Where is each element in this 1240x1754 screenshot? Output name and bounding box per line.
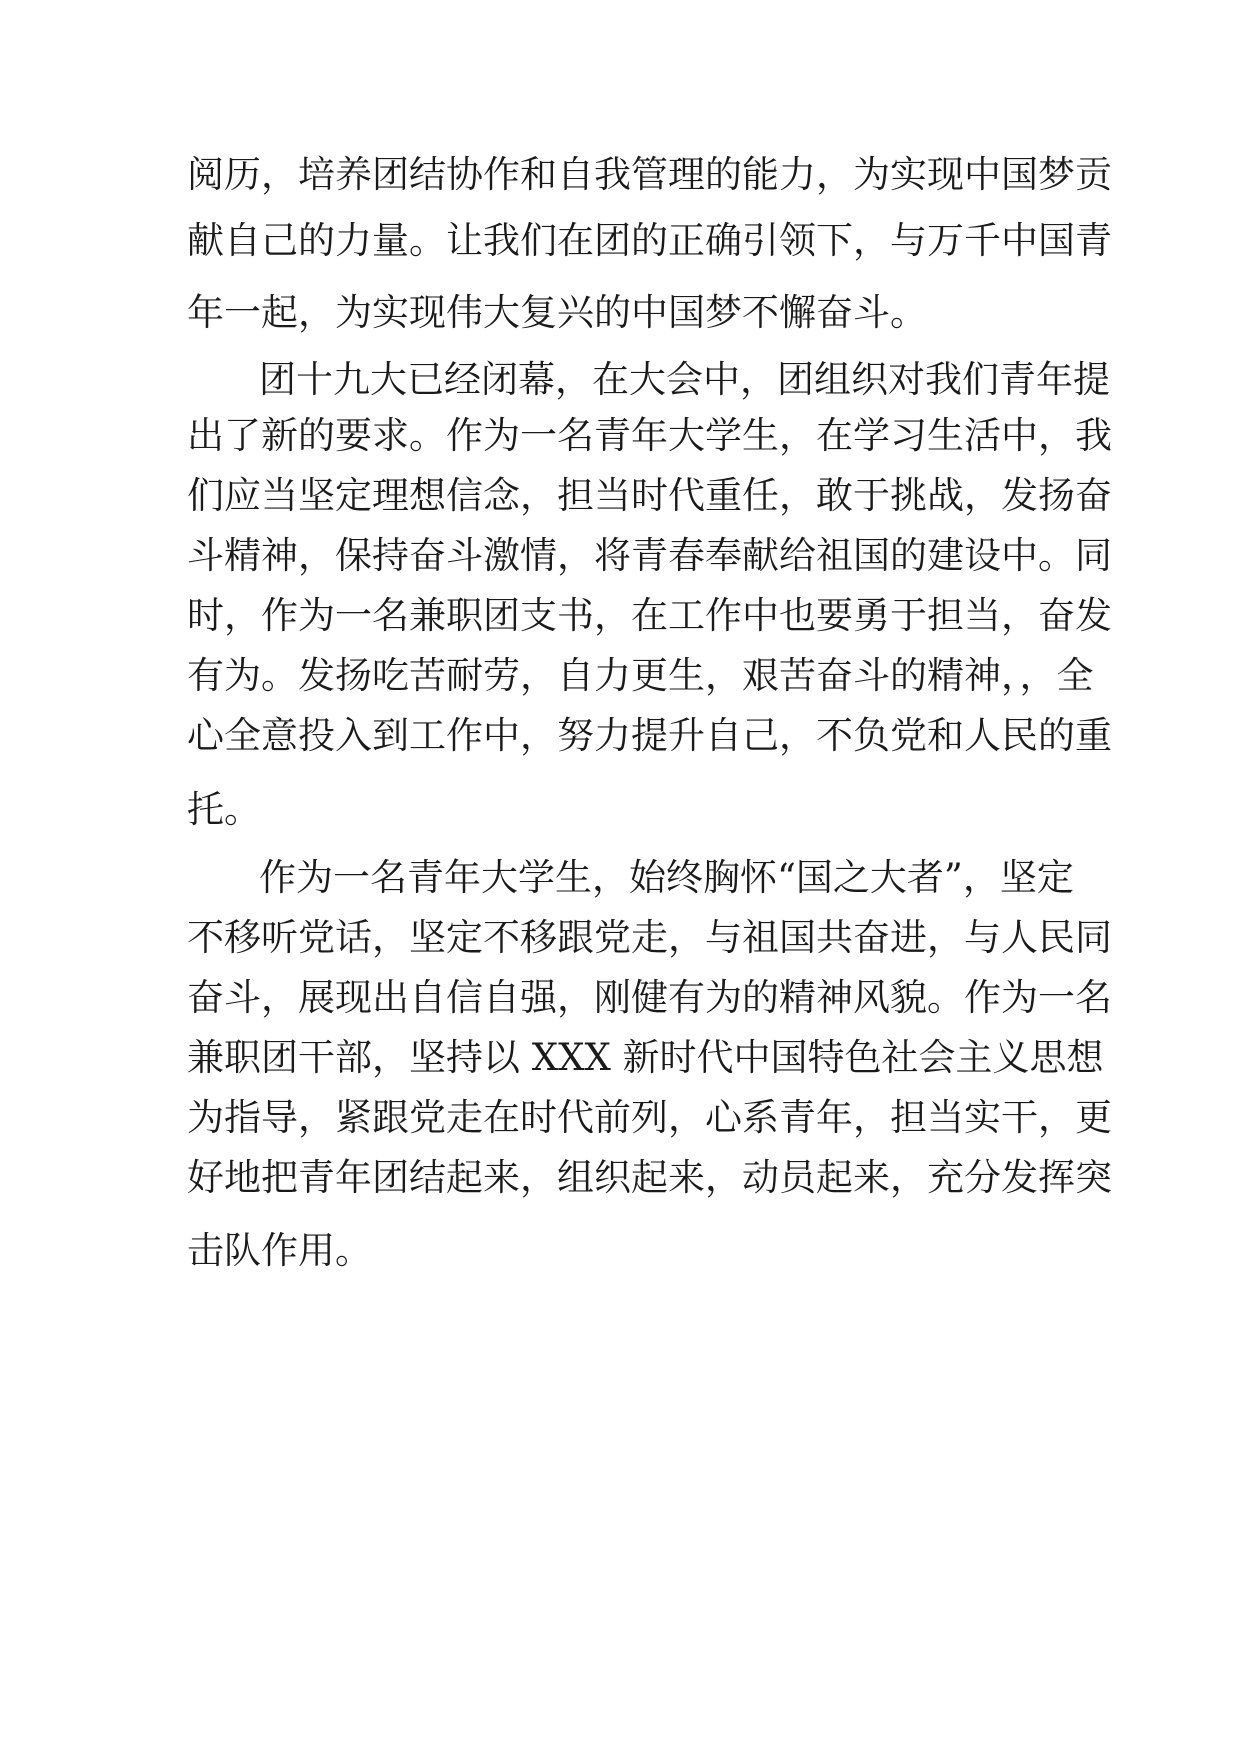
- text-line: 阅历，培养团结协作和自我管理的能力，为实现中国梦贡: [187, 153, 1112, 196]
- text-line: 斗精神，保持奋斗激情，将青春奉献给祖国的建设中。同: [187, 534, 1112, 577]
- text-line: 心全意投入到工作中，努力提升自己，不负党和人民的重: [187, 714, 1112, 757]
- text-line: 奋斗，展现出自信自强，刚健有为的精神风貌。作为一名: [187, 976, 1112, 1019]
- text-line: 献自己的力量。让我们在团的正确引领下，与万千中国青: [187, 219, 1112, 262]
- text-line: 击队作用。: [187, 1229, 372, 1272]
- text-line: 好地把青年团结起来，组织起来，动员起来，充分发挥突: [187, 1156, 1112, 1199]
- text-line: 托。: [187, 788, 261, 831]
- text-line: 兼职团干部，坚持以 XXX 新时代中国特色社会主义思想: [187, 1036, 1104, 1079]
- paragraph-first-line: 团十九大已经闭幕，在大会中，团组织对我们青年提: [259, 358, 1110, 401]
- text-line: 们应当坚定理想信念，担当时代重任，敢于挑战，发扬奋: [187, 474, 1112, 517]
- text-line: 为指导，紧跟党走在时代前列，心系青年，担当实干，更: [187, 1096, 1112, 1139]
- text-line: 不移听党话，坚定不移跟党走，与祖国共奋进，与人民同: [187, 916, 1112, 959]
- text-line: 时，作为一名兼职团支书，在工作中也要勇于担当，奋发: [187, 594, 1112, 637]
- text-line: 年一起，为实现伟大复兴的中国梦不懈奋斗。: [187, 291, 927, 334]
- paragraph-first-line: 作为一名青年大学生，始终胸怀“国之大者”，坚定: [259, 856, 1074, 899]
- text-line: 出了新的要求。作为一名青年大学生，在学习生活中，我: [187, 414, 1112, 457]
- text-line: 有为。发扬吃苦耐劳，自力更生，艰苦奋斗的精神，，全: [187, 654, 1094, 697]
